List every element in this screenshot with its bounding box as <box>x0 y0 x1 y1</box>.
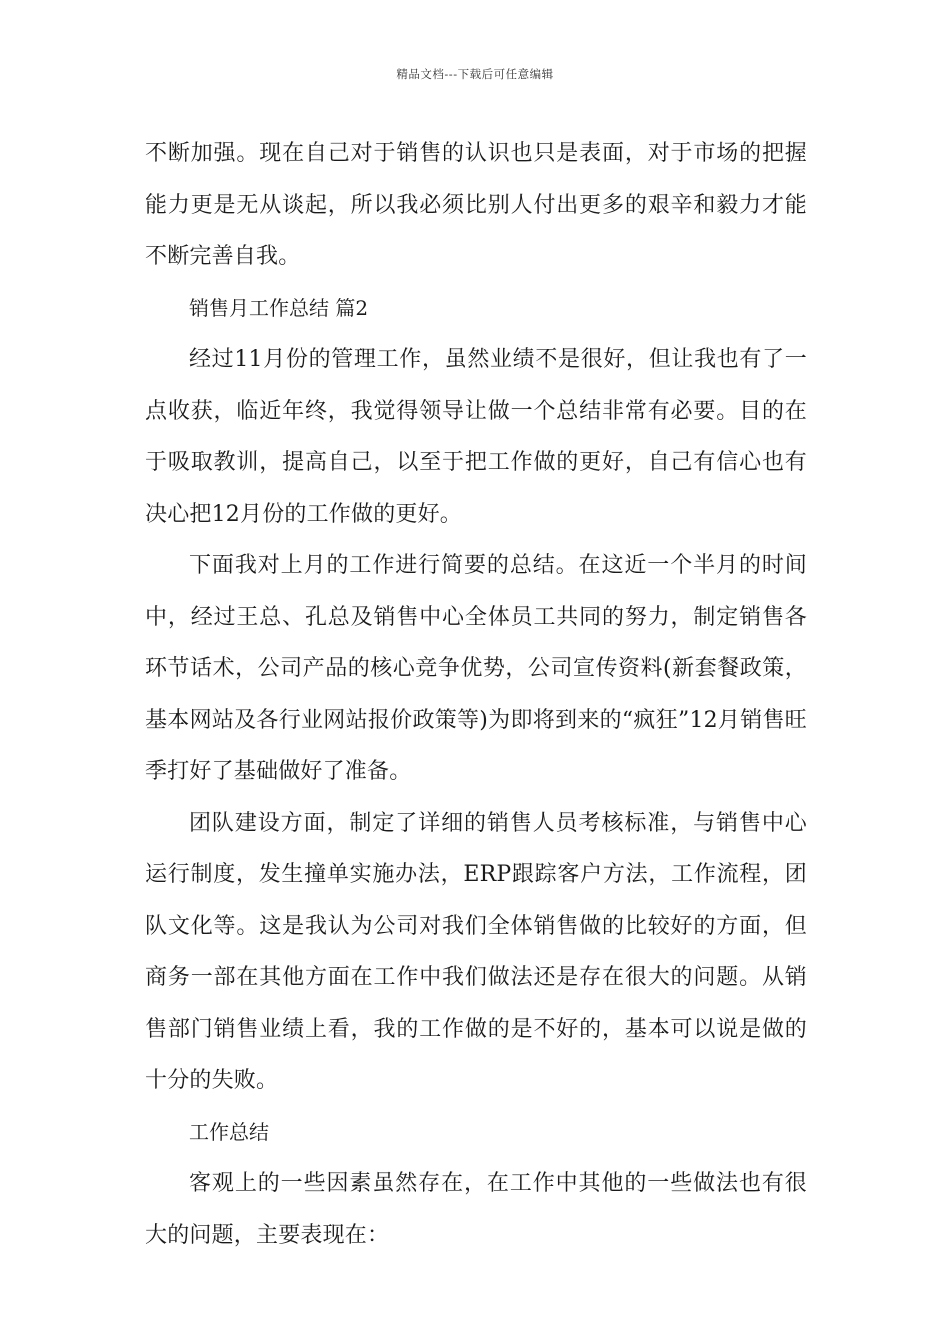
paragraph-last-month-work: 下面我对上月的工作进行简要的总结。在这近一个半月的时间中，经过王总、孔总及销售中心全体员工共同的努力，制定销售各环节话术，公司产品的核心竞争优势，公司宣传资料(新套餐政策，基本网站及各行业网站报价政策等)为即将到来的“疯狂”12月销售旺季打好了基础做好了准备。 <box>145 553 807 784</box>
document-body <box>145 128 807 1261</box>
paragraph-november-summary: 经过11月份的管理工作，虽然业绩不是很好，但让我也有了一点收获，临近年终，我觉得领导让做一个总结非常有必要。目的在于吸取教训，提高自己，以至于把工作做的更好，自己有信心也有决心把12月份的工作做的更好。 <box>145 347 807 527</box>
paragraph-problems-intro: 客观上的一些因素虽然存在，在工作中其他的一些做法也有很大的问题，主要表现在： <box>145 1171 807 1248</box>
page-header: 精品文档---下载后可任意编辑 <box>396 67 554 81</box>
paragraph-team-building: 团队建设方面，制定了详细的销售人员考核标准，与销售中心运行制度，发生撞单实施办法，ERP跟踪客户方法，工作流程，团队文化等。这是我认为公司对我们全体销售做的比较好的方面，但商务一部在其他方面在工作中我们做法还是存在很大的问题。从销售部门销售业绩上看，我的工作做的是不好的，基本可以说是做的十分的失败。 <box>145 810 807 1093</box>
paragraph-continuation: 不断加强。现在自己对于销售的认识也只是表面，对于市场的把握能力更是无从谈起，所以我必须比别人付出更多的艰辛和毅力才能不断完善自我。 <box>145 141 807 269</box>
section-heading-work-summary: 工作总结 <box>189 1119 269 1144</box>
section-heading-part2: 销售月工作总结 篇2 <box>189 295 369 320</box>
